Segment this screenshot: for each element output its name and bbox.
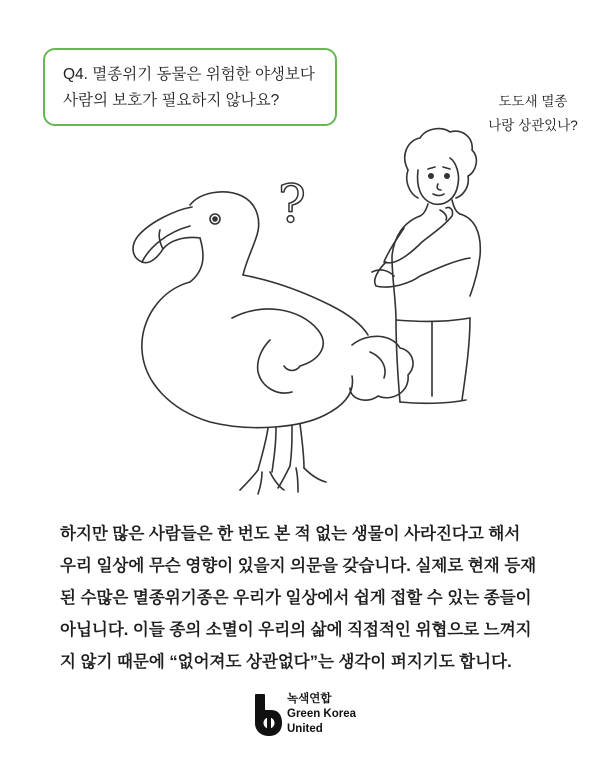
thought-line-1: 도도새 멸종 bbox=[498, 94, 568, 109]
body-line-1: 하지만 많은 사람들은 한 번도 본 적 없는 생물이 사라진다고 해서 bbox=[60, 525, 521, 543]
green-korea-logo bbox=[253, 692, 383, 742]
person-pants bbox=[396, 318, 470, 402]
logo-wordmark bbox=[287, 692, 356, 737]
dodo-right-leg bbox=[290, 424, 304, 468]
person-left-eye bbox=[429, 174, 433, 178]
logo-english-line-1: Green Korea bbox=[287, 708, 357, 720]
question-line-2: 사람의 보호가 필요하지 않나요? bbox=[63, 92, 280, 109]
body-line-3: 된 수많은 멸종위기종은 우리가 일상에서 쉽게 접할 수 있는 종들이 bbox=[60, 589, 532, 607]
dodo-beak bbox=[133, 207, 200, 263]
body-line-4: 아닙니다. 이들 종의 소멸이 우리의 삶에 직접적인 위협으로 느껴지 bbox=[60, 621, 532, 639]
logo-english-line-2: United bbox=[287, 723, 323, 735]
person-face bbox=[418, 158, 459, 204]
body-paragraph bbox=[60, 518, 560, 678]
dodo-body bbox=[142, 282, 353, 428]
dodo-left-leg bbox=[258, 428, 276, 472]
body-line-2: 우리 일상에 무슨 영향이 있을지 의문을 갖습니다. 실제로 현재 등재 bbox=[60, 557, 537, 575]
dodo-wing bbox=[232, 309, 323, 371]
logo-korean-name: 녹색연합 bbox=[287, 693, 332, 705]
question-line-1: Q4. 멸종위기 동물은 위험한 야생보다 bbox=[63, 66, 315, 83]
green-korea-logo-mark-icon bbox=[253, 692, 283, 738]
question-mark: ? bbox=[278, 175, 306, 235]
dodo-bird bbox=[133, 192, 413, 494]
body-line-5: 지 않기 때문에 “없어져도 상관없다”는 생각이 퍼지기도 합니다. bbox=[60, 653, 512, 671]
dodo-head bbox=[190, 192, 259, 275]
person-right-eye bbox=[445, 174, 449, 178]
person-figure bbox=[372, 129, 480, 404]
person-hair bbox=[405, 129, 477, 198]
dodo-tail bbox=[350, 336, 413, 400]
person-arm-raised bbox=[384, 207, 453, 262]
thought-line-2: 나랑 상관있나? bbox=[488, 118, 578, 133]
